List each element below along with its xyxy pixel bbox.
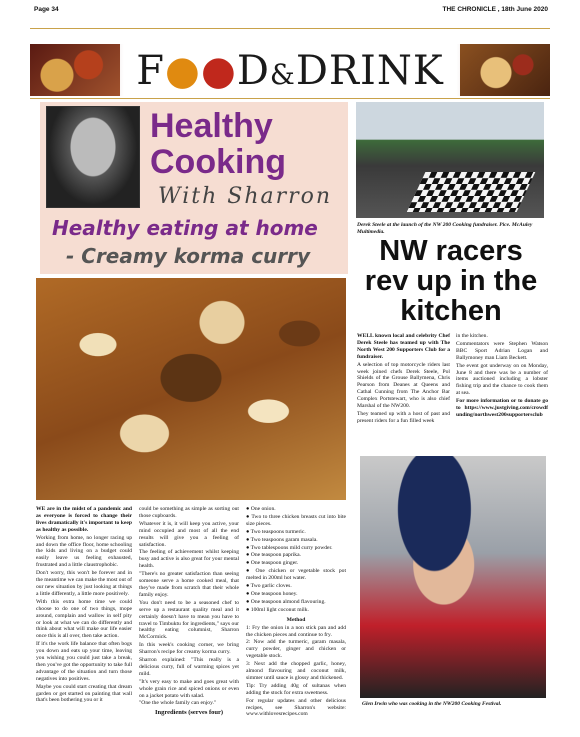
page-number: Page 34 bbox=[34, 6, 59, 13]
rider-photo bbox=[360, 456, 546, 698]
race-photo-caption: Derek Steele at the launch of the NW 200 Cooking fundraiser. Pice. McAuley Multimedia. bbox=[357, 222, 533, 235]
page-header bbox=[0, 0, 580, 16]
column-title-healthy: Healthy bbox=[150, 107, 273, 145]
nw-racers-headline: NW racers rev up in the kitchen bbox=[364, 235, 538, 327]
race-launch-photo bbox=[356, 102, 544, 218]
article-column-2: could be something as simple as sorting out those cupboards. Whatever it is, it will keep you active, your mind occupied and most of all the end results will give you a feeling of satisfaction. The feeling of achievement whilst keeping busy and active is also great for your mental health. "There's no greater satisfaction than seeing someone serve a home cooked meal, that they've made from scratch that their whole family enjoy. You don't need to be a seasoned chef to serve up a restaurant quality meal and it certainly doesn't have to mean you have to travel to Timbuktu for ingredients," says our healthy eating columnist, Sharron McCormick. In this week's cooking corner, we bring Sharron's recipe for creamy korma curry. Sharron explained: "This really is a delicious curry, full of warming spices yet mild. "It's very easy to make and goes great with whole grain rice and spiced onions or even on a jacket potato with salad. "One the whole family can enjoy." Ingredients (serves four) bbox=[139, 506, 239, 717]
section-masthead: F●●D&DRINK bbox=[136, 48, 444, 94]
food-photo-left bbox=[30, 44, 120, 96]
rider-photo-caption: Glen Irwin who was cooking in the NW200 Cooking Festival. bbox=[362, 701, 502, 707]
columnist-photo bbox=[46, 106, 140, 208]
nw-article-column-2: in the kitchen. Commentators were Stephen Watson BBC Sport Adrian Logan and Ballymoney man Liam Beckett. The event got underway on on Monday, June 8 and there was be a number of items auctioned including a lobster fishing trip and the chance to cook them at sea. For more information or to donate go to https://www.justgiving.com/crowdfunding/northwest200supportersclub bbox=[456, 333, 548, 418]
food-drink-banner bbox=[30, 44, 550, 96]
nw-article-column-1: WELL known local and celebrity Chef Derek Steele has teamed up with The North West 200 Supporters Club for a fundraiser. A selection of top motorcycle riders last week joined chefs Derek Steele, Pol Shields of the Grouse Ballymena, Chris Pearson from Deanes at Queens and Cathal Cunning from The Anchor Bar Complex Portstewart, who is also chief Marshal of the NW200. They teamed up with a host of past and present riders for a fun filled week bbox=[357, 333, 450, 424]
article-column-1: WE are in the midst of a pandemic and as everyone is forced to change their lives dramatically it's important to keep as healthy as possible. Working from home, no longer racing up and down the office floor, home schooling the kids and living on a budget could easily leave us feeling exhausted, frustrated and a little claustrophobic. Don't worry, this won't be forever and in the meantime we can make the most out of our new situation by just looking at things a little differently, a little more positively. With this extra home time we could choose to do one of two things, mope around, complain and wallow in self pity or look at what we can do differently and think about what will make our life easier once this is all over, then take action. If it's the work life balance that often bogs you down and eats up your time, leaving you wishing you could just take a break, then you've got the opportunity to take full advantage of the situation and turn those negatives into positives. Maybe you could start creating that dream garden or get started on painting that wall that's been bothering you or it bbox=[36, 506, 132, 704]
korma-curry-photo bbox=[36, 278, 346, 500]
column-byline: With Sharron bbox=[158, 184, 333, 209]
paper-date: THE CHRONICLE , 18th June 2020 bbox=[442, 6, 548, 13]
method-heading: Method bbox=[286, 616, 306, 623]
food-photo-right bbox=[460, 44, 550, 96]
column-title-cooking: Cooking bbox=[150, 143, 286, 181]
article-subheadline: - Creamy korma curry bbox=[66, 244, 311, 268]
article-column-3: ● One onion. ● Two to three chicken breasts cut into bite size pieces. ● Two teaspoons turmeric. ● Two teaspoons garam masala. ● Two tablespoons mild curry powder. ● One teaspoon paprika. ● One teaspoon ginger. ● One chicken or vegetable stock pot melted in 200ml hot water. ● Two garlic cloves. ● One teaspoon honey. ● One teaspoon almond flavouring. ● 100ml light coconut milk. Method 1: Fry the onion in a non stick pan and add the chicken pieces and continue to fry. 2: Now add the turmeric, garam masala, curry powder, ginger and chicken or vegetable stock. 3: Next add the chopped garlic, honey, almond flavouring and coconut milk, simmer until sauce is glossy and thickened. Tip: Try adding 40g of sultanas when adding the stock for extra sweetness. For regular updates and other delicious recipes, see Sharron's website: www.withlovesrecipes.com bbox=[246, 506, 346, 718]
header-rule bbox=[30, 28, 550, 29]
chequered-flag bbox=[407, 172, 536, 212]
article-headline: Healthy eating at home bbox=[52, 216, 318, 240]
ingredients-heading: Ingredients (serves four) bbox=[154, 709, 224, 717]
banner-rule bbox=[30, 98, 550, 99]
